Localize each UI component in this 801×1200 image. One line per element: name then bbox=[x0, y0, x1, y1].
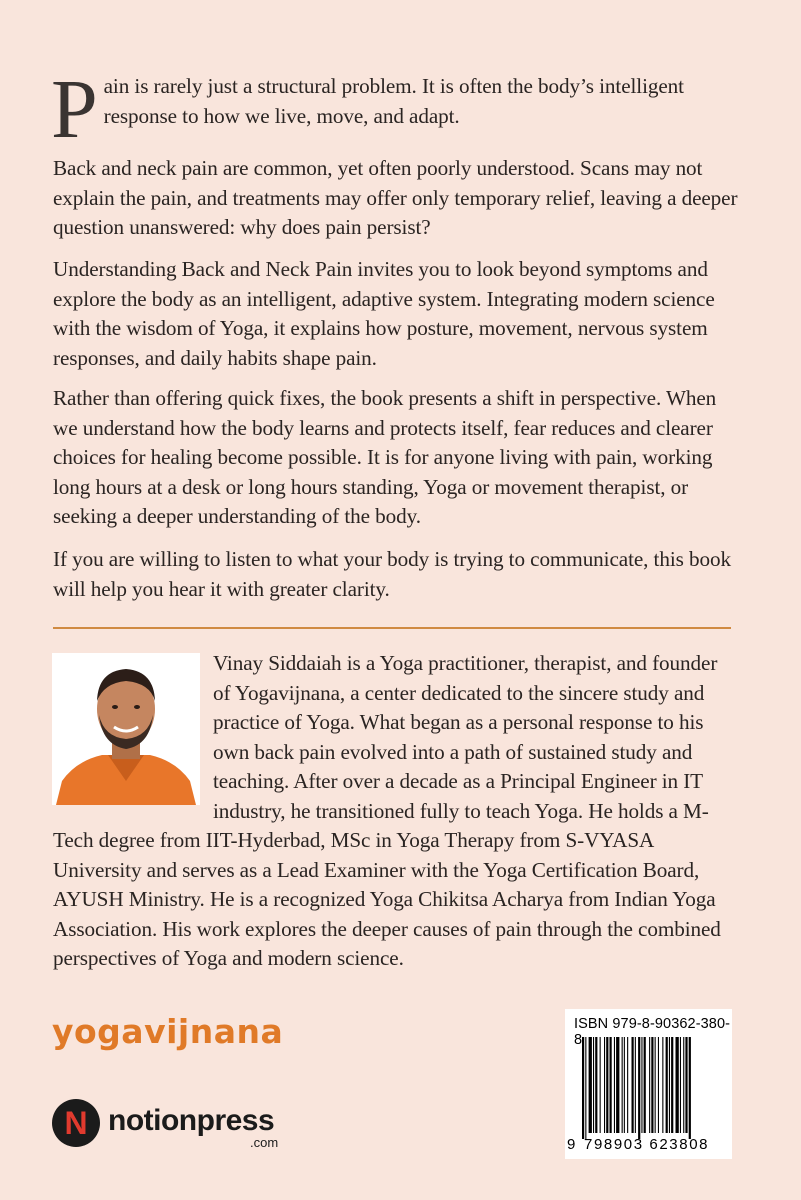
barcode-bar bbox=[622, 1037, 623, 1133]
barcode-bar bbox=[689, 1037, 691, 1139]
section-divider bbox=[53, 627, 731, 629]
isbn-label: ISBN 979-8-90362-380-8 bbox=[574, 1016, 731, 1048]
barcode-bar bbox=[616, 1037, 619, 1133]
notionpress-letter: N bbox=[64, 1105, 88, 1141]
intro-paragraph-3 bbox=[53, 255, 743, 373]
barcode-bar bbox=[666, 1037, 668, 1133]
barcode-digits: 798903 623808 bbox=[584, 1136, 710, 1153]
barcode-bar bbox=[589, 1037, 592, 1133]
barcode-bar bbox=[649, 1037, 650, 1133]
barcode-bar bbox=[641, 1037, 642, 1133]
barcode-bar bbox=[662, 1037, 663, 1133]
intro-paragraph-2 bbox=[53, 154, 743, 243]
barcode-bar bbox=[651, 1037, 653, 1133]
barcode-bar bbox=[680, 1037, 681, 1133]
barcode-bar bbox=[627, 1037, 628, 1133]
barcode-bar bbox=[593, 1037, 594, 1133]
barcode-bar bbox=[600, 1037, 601, 1133]
notionpress-domain: .com bbox=[250, 1135, 279, 1150]
barcode-bar bbox=[614, 1037, 615, 1133]
intro-paragraph-4-text: Rather than offering quick fixes, the book presents a shift in perspective. When we understand how the body learns and protects itself, fear reduces and clearer choices for healing become possible. It is for anyone living with pain, working long hours at a desk or long hours standing, Yoga or movement therapist, or seeking a deeper understanding of the body. bbox=[53, 386, 717, 528]
barcode-bar bbox=[604, 1037, 605, 1133]
intro-paragraph-2-text: Back and neck pain are common, yet often poorly understood. Scans may not explain the pain, and treatments may offer only temporary relief, leaving a deeper question unanswered: why does pain persist? bbox=[53, 156, 738, 239]
barcode-bar bbox=[669, 1037, 670, 1133]
intro-paragraph-1-text: ain is rarely just a structural problem. It is often the body’s intelligent response to how we live, move, and adapt. bbox=[103, 74, 684, 128]
barcode-bar bbox=[671, 1037, 673, 1133]
notionpress-logo bbox=[52, 1099, 292, 1153]
barcode-bar bbox=[610, 1037, 612, 1133]
barcode-bar bbox=[585, 1037, 586, 1139]
intro-paragraph-4 bbox=[53, 384, 743, 532]
barcode-bar bbox=[595, 1037, 597, 1133]
barcode-bar bbox=[624, 1037, 625, 1133]
intro-paragraph-5 bbox=[53, 545, 743, 604]
barcode-bar bbox=[606, 1037, 608, 1133]
yogavijnana-logo: yogavijnana bbox=[52, 1012, 284, 1051]
isbn-barcode bbox=[565, 1009, 732, 1159]
barcode-bar bbox=[632, 1037, 634, 1133]
barcode-bar bbox=[644, 1037, 646, 1133]
barcode-bar bbox=[655, 1037, 656, 1133]
barcode-bar bbox=[582, 1037, 584, 1139]
intro-paragraph-5-text: If you are willing to listen to what your body is trying to communicate, this book will help you hear it with greater clarity. bbox=[53, 547, 731, 601]
notionpress-wordmark: notionpress bbox=[108, 1104, 275, 1137]
barcode-bar bbox=[683, 1037, 684, 1133]
drop-cap: P bbox=[51, 63, 98, 156]
barcode-bar bbox=[635, 1037, 636, 1133]
barcode-lead-digit: 9 bbox=[567, 1136, 576, 1153]
bio-photo-spacer bbox=[53, 649, 213, 799]
intro-paragraph-1 bbox=[51, 63, 743, 156]
author-bio bbox=[53, 649, 731, 974]
intro-paragraph-3-text: Understanding Back and Neck Pain invites you to look beyond symptoms and explore the body as an intelligent, adaptive system. Integrating modern science with the wisdom of Yoga, it explains how posture, movement, nervous system responses, and daily habits shape pain. bbox=[53, 257, 715, 370]
author-bio-text: Vinay Siddaiah is a Yoga practitioner, therapist, and founder of Yogavijnana, a center dedicated to the sincere study and practice of Yoga. What began as a personal response to his own back pain evolved into a path of sustained study and teaching. After over a decade as a Principal Engineer in IT industry, he transitioned fully to teach Yoga. He holds a M-Tech degree from IIT-Hyderbad, MSc in Yoga Therapy from S-VYASA University and serves as a Lead Examiner with the Yoga Certification Board, AYUSH Ministry. He is a recognized Yoga Chikitsa Acharya from Indian Yoga Association. His work explores the deeper causes of pain through the combined perspectives of Yoga and modern science. bbox=[53, 651, 721, 970]
barcode-bar bbox=[638, 1037, 640, 1139]
barcode-bar bbox=[685, 1037, 687, 1133]
barcode-bar bbox=[676, 1037, 679, 1133]
barcode-bar bbox=[658, 1037, 659, 1133]
